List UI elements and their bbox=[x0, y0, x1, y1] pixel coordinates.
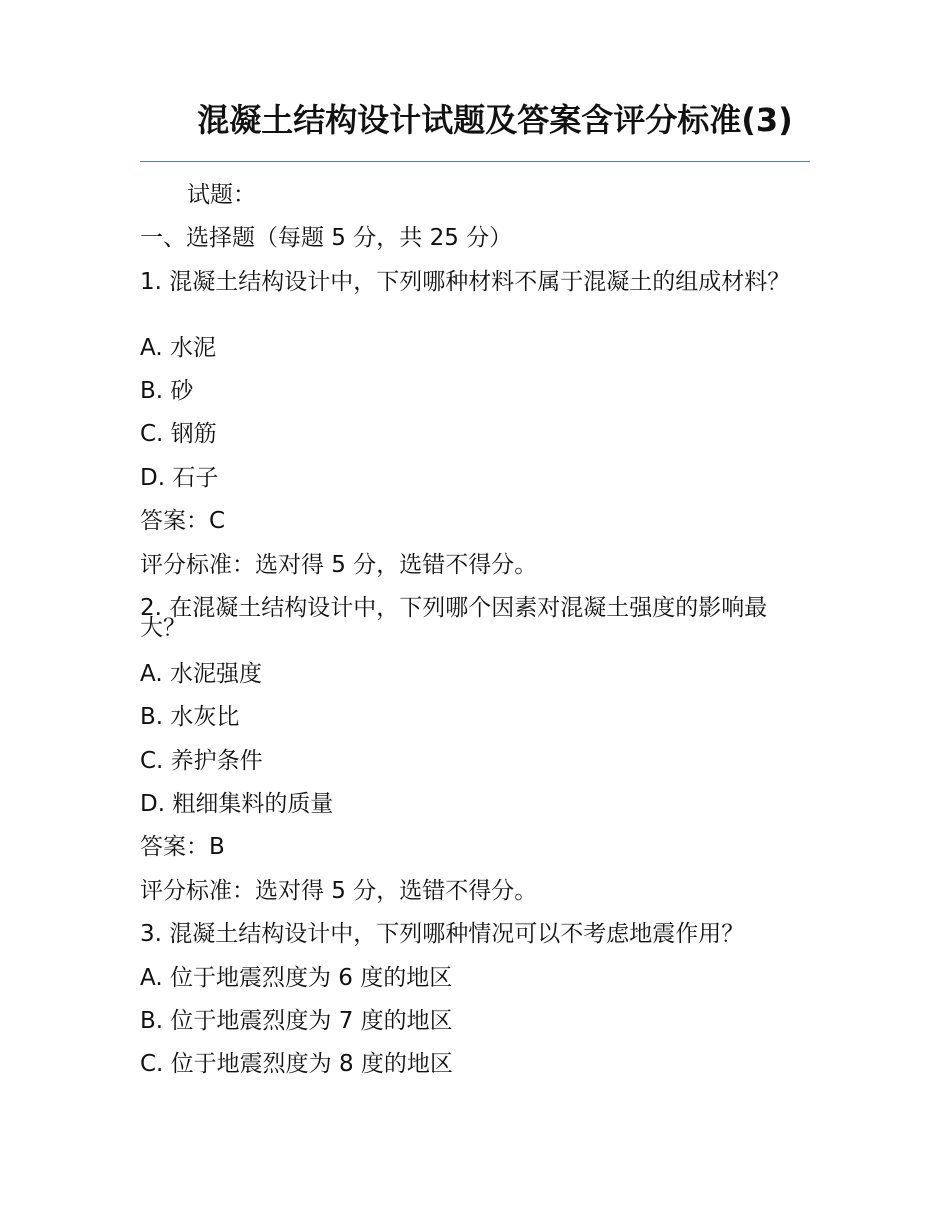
question-2-option-a: A. 水泥强度 bbox=[140, 661, 262, 687]
question-1-scoring: 评分标准：选对得 5 分，选错不得分。 bbox=[140, 552, 538, 578]
question-3-text: 3. 混凝土结构设计中，下列哪种情况可以不考虑地震作用？ bbox=[140, 921, 745, 947]
document-title: 混凝土结构设计试题及答案含评分标准(3) bbox=[197, 101, 793, 139]
question-1-option-d: D. 石子 bbox=[140, 465, 219, 491]
question-1-option-c: C. 钢筋 bbox=[140, 421, 217, 447]
intro-label: 试题： bbox=[187, 182, 256, 208]
section-heading: 一、选择题（每题 5 分，共 25 分） bbox=[140, 225, 513, 251]
question-1-answer: 答案：C bbox=[140, 508, 226, 534]
question-2-option-c: C. 养护条件 bbox=[140, 748, 263, 774]
question-2-text: 2. 在混凝土结构设计中，下列哪个因素对混凝土强度的影响最大？ bbox=[140, 595, 768, 641]
question-2-answer: 答案：B bbox=[140, 834, 225, 860]
question-3-option-b: B. 位于地震烈度为 7 度的地区 bbox=[140, 1008, 453, 1034]
question-3-option-c: C. 位于地震烈度为 8 度的地区 bbox=[140, 1051, 453, 1077]
question-3-option-a: A. 位于地震烈度为 6 度的地区 bbox=[140, 965, 453, 991]
question-2-option-d: D. 粗细集料的质量 bbox=[140, 791, 334, 817]
question-1-option-b: B. 砂 bbox=[140, 378, 194, 404]
question-1-option-a: A. 水泥 bbox=[140, 335, 216, 361]
question-2-option-b: B. 水灰比 bbox=[140, 704, 240, 730]
question-2-scoring: 评分标准：选对得 5 分，选错不得分。 bbox=[140, 878, 538, 904]
question-1-text: 1. 混凝土结构设计中，下列哪种材料不属于混凝土的组成材料？ bbox=[140, 269, 791, 295]
title-divider bbox=[140, 161, 810, 162]
